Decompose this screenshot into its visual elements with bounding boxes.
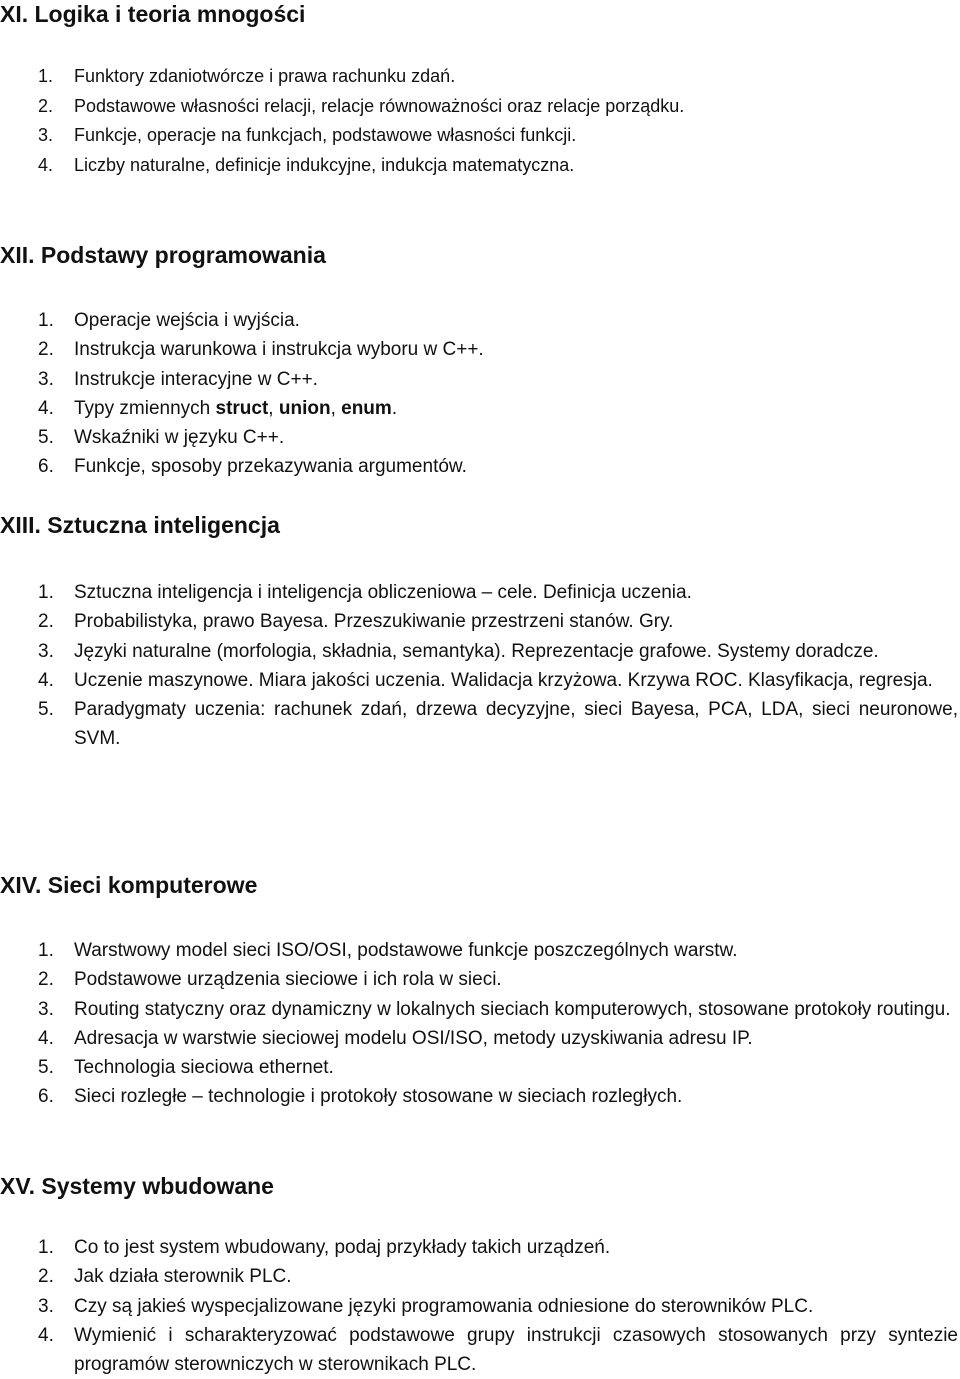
numbered-list [38, 578, 958, 754]
list-item [38, 936, 958, 965]
item-number: 4. [38, 669, 54, 691]
item-text: Podstawowe urządzenia sieciowe i ich rola w sieci. [74, 969, 502, 991]
numbered-list [38, 62, 958, 180]
list-item [38, 1053, 958, 1082]
item-text: Wskaźniki w języku C++. [74, 427, 285, 449]
section-heading: XV. Systemy wbudowane [0, 1173, 274, 1199]
item-number: 1. [38, 66, 54, 86]
list-item [38, 578, 958, 607]
item-text: Języki naturalne (morfologia, składnia, semantyka). Reprezentacje grafowe. Systemy doradcze. [74, 640, 879, 662]
list-item [38, 151, 958, 181]
item-number: 4. [38, 1027, 54, 1049]
item-text: Technologia sieciowa ethernet. [74, 1057, 334, 1079]
keyword-struct: struct [215, 397, 269, 419]
item-text: Co to jest system wbudowany, podaj przykłady takich urządzeń. [74, 1237, 611, 1258]
list-item [38, 1292, 958, 1321]
section-heading: XII. Podstawy programowania [0, 242, 326, 268]
item-number: 5. [38, 427, 54, 449]
item-text: Adresacja w warstwie sieciowej modelu OSI/ISO, metody uzyskiwania adresu IP. [74, 1027, 753, 1049]
item-text: Liczby naturalne, definicje indukcyjne, indukcja matematyczna. [74, 154, 575, 175]
item-text: Uczenie maszynowe. Miara jakości uczenia. Walidacja krzyżowa. Krzywa ROC. Klasyfikacja, regresja. [74, 669, 933, 691]
item-number: 1. [38, 310, 54, 331]
item-number: 1. [38, 940, 54, 961]
item-number: 3. [38, 125, 54, 145]
keyword-enum: enum [341, 397, 392, 419]
item-text: Paradygmaty uczenia: rachunek zdań, drzewa decyzyjne, sieci Bayesa, PCA, LDA, sieci neuronowe, SVM. [74, 699, 958, 750]
item-text: Warstwowy model sieci ISO/OSI, podstawowe funkcje poszczególnych warstw. [74, 940, 738, 961]
item-number: 3. [38, 998, 54, 1020]
list-item [38, 1321, 958, 1379]
item-number: 2. [38, 95, 54, 116]
item-number: 4. [38, 397, 54, 419]
section-heading: XIV. Sieci komputerowe [0, 872, 258, 898]
list-item [38, 394, 958, 423]
item-text: Funkcje, sposoby przekazywania argumentów. [74, 456, 467, 478]
item-text: Operacje wejścia i wyjścia. [74, 310, 300, 331]
item-number: 3. [38, 640, 54, 662]
numbered-list [38, 306, 958, 482]
item-text: Funktory zdaniotwórcze i prawa rachunku zdań. [74, 66, 456, 86]
item-number: 2. [38, 339, 54, 361]
item-number: 6. [38, 1086, 54, 1108]
item-text: Jak działa sterownik PLC. [74, 1266, 292, 1288]
item-text: Czy są jakieś wyspecjalizowane języki programowania odniesione do sterowników PLC. [74, 1295, 814, 1317]
item-text: Instrukcja warunkowa i instrukcja wyboru w C++. [74, 339, 484, 361]
item-text: Probabilistyka, prawo Bayesa. Przeszukiwanie przestrzeni stanów. Gry. [74, 611, 674, 633]
list-item [38, 1082, 958, 1111]
list-item [38, 995, 958, 1024]
list-item [38, 1233, 958, 1262]
item-text: Podstawowe własności relacji, relacje równoważności oraz relacje porządku. [74, 95, 685, 116]
item-text: Sieci rozległe – technologie i protokoły stosowane w sieciach rozległych. [74, 1086, 683, 1108]
item-number: 6. [38, 456, 54, 478]
item-number: 2. [38, 611, 54, 633]
item-text-prefix: Typy zmiennych [74, 397, 216, 419]
list-item [38, 637, 958, 666]
item-number: 4. [38, 1324, 54, 1346]
item-number: 2. [38, 1266, 54, 1288]
list-item [38, 306, 958, 335]
numbered-list [38, 936, 958, 1112]
item-text: Sztuczna inteligencja i inteligencja obliczeniowa – cele. Definicja uczenia. [74, 582, 692, 603]
section-heading: XI. Logika i teoria mnogości [0, 1, 306, 27]
list-item [38, 62, 958, 92]
list-item [38, 607, 958, 636]
item-number: 5. [38, 699, 54, 721]
list-item [38, 335, 958, 364]
item-text-suffix: . [391, 397, 398, 419]
list-item [38, 965, 958, 994]
list-item [38, 1262, 958, 1291]
numbered-list [38, 1233, 958, 1379]
item-number: 1. [38, 1237, 54, 1258]
separator: , [268, 397, 279, 419]
item-text: Routing statyczny oraz dynamiczny w lokalnych sieciach komputerowych, stosowane protokoły routingu. [74, 998, 951, 1020]
item-number: 1. [38, 582, 54, 603]
list-item [38, 92, 958, 122]
separator: , [330, 397, 342, 419]
list-item [38, 452, 958, 481]
item-number: 3. [38, 368, 54, 390]
list-item [38, 1024, 958, 1053]
item-number: 3. [38, 1295, 54, 1317]
list-item [38, 423, 958, 452]
item-text: Instrukcje interacyjne w C++. [74, 368, 318, 390]
item-number: 4. [38, 154, 54, 175]
item-text: Funkcje, operacje na funkcjach, podstawowe własności funkcji. [74, 125, 577, 145]
list-item [38, 365, 958, 394]
item-number: 2. [38, 969, 54, 991]
keyword-union: union [278, 397, 331, 419]
section-heading: XIII. Sztuczna inteligencja [0, 512, 280, 538]
list-item [38, 695, 958, 754]
item-number: 5. [38, 1057, 54, 1079]
item-text: Wymienić i scharakteryzować podstawowe grupy instrukcji czasowych stosowanych przy syntezie programów sterowniczych w sterownikach PLC. [74, 1324, 958, 1376]
list-item [38, 666, 958, 695]
list-item [38, 121, 958, 151]
